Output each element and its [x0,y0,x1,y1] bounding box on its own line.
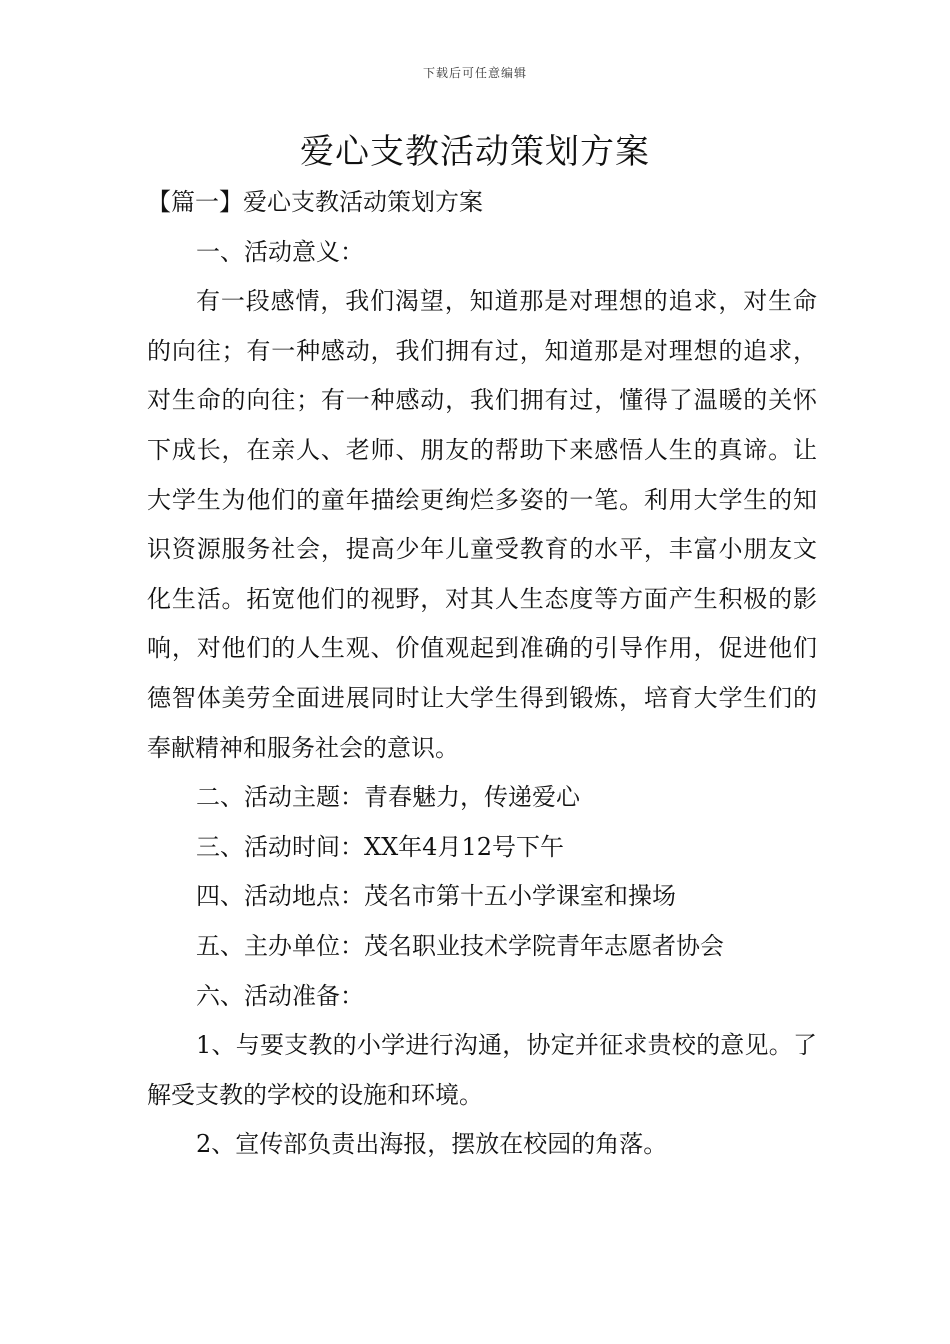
page-header-note: 下载后可任意编辑 [422,66,527,80]
document-body [147,178,817,1170]
heading-activity-preparation: 六、活动准备： [196,981,364,1010]
heading-activity-significance: 一、活动意义： [196,237,364,266]
item-activity-location: 四、活动地点：茂名市第十五小学课室和操场 [196,882,676,911]
item-activity-theme: 二、活动主题：青春魅力，传递爱心 [196,783,580,812]
prep-step-1: 1、与要支教的小学进行沟通，协定并征求贵校的意见。了解受支教的学校的设施和环境。 [147,1031,817,1109]
item-organizer: 五、主办单位：茂名职业技术学院青年志愿者协会 [196,931,724,960]
prep-step-2: 2、宣传部负责出海报，摆放在校园的角落。 [196,1130,668,1159]
document-title: 爱心支教活动策划方案 [300,132,650,172]
paragraph-activity-significance: 有一段感情，我们渴望，知道那是对理想的追求，对生命的向往；有一种感动，我们拥有过，知道那是对理想的追求，对生命的向往；有一种感动，我们拥有过，懂得了温暖的关怀下成长，在亲人、老师、朋友的帮助下来感悟人生的真谛。让大学生为他们的童年描绘更绚烂多姿的一笔。利用大学生的知识资源服务社会，提高少年儿童受教育的水平，丰富小朋友文化生活。拓宽他们的视野，对其人生态度等方面产生积极的影响，对他们的人生观、价值观起到准确的引导作用，促进他们德智体美劳全面进展同时让大学生得到锻炼，培育大学生们的奉献精神和服务社会的意识。 [147,287,817,762]
item-activity-time: 三、活动时间：XX年4月12号下午 [196,832,564,861]
section-title: 【篇一】爱心支教活动策划方案 [147,188,483,216]
